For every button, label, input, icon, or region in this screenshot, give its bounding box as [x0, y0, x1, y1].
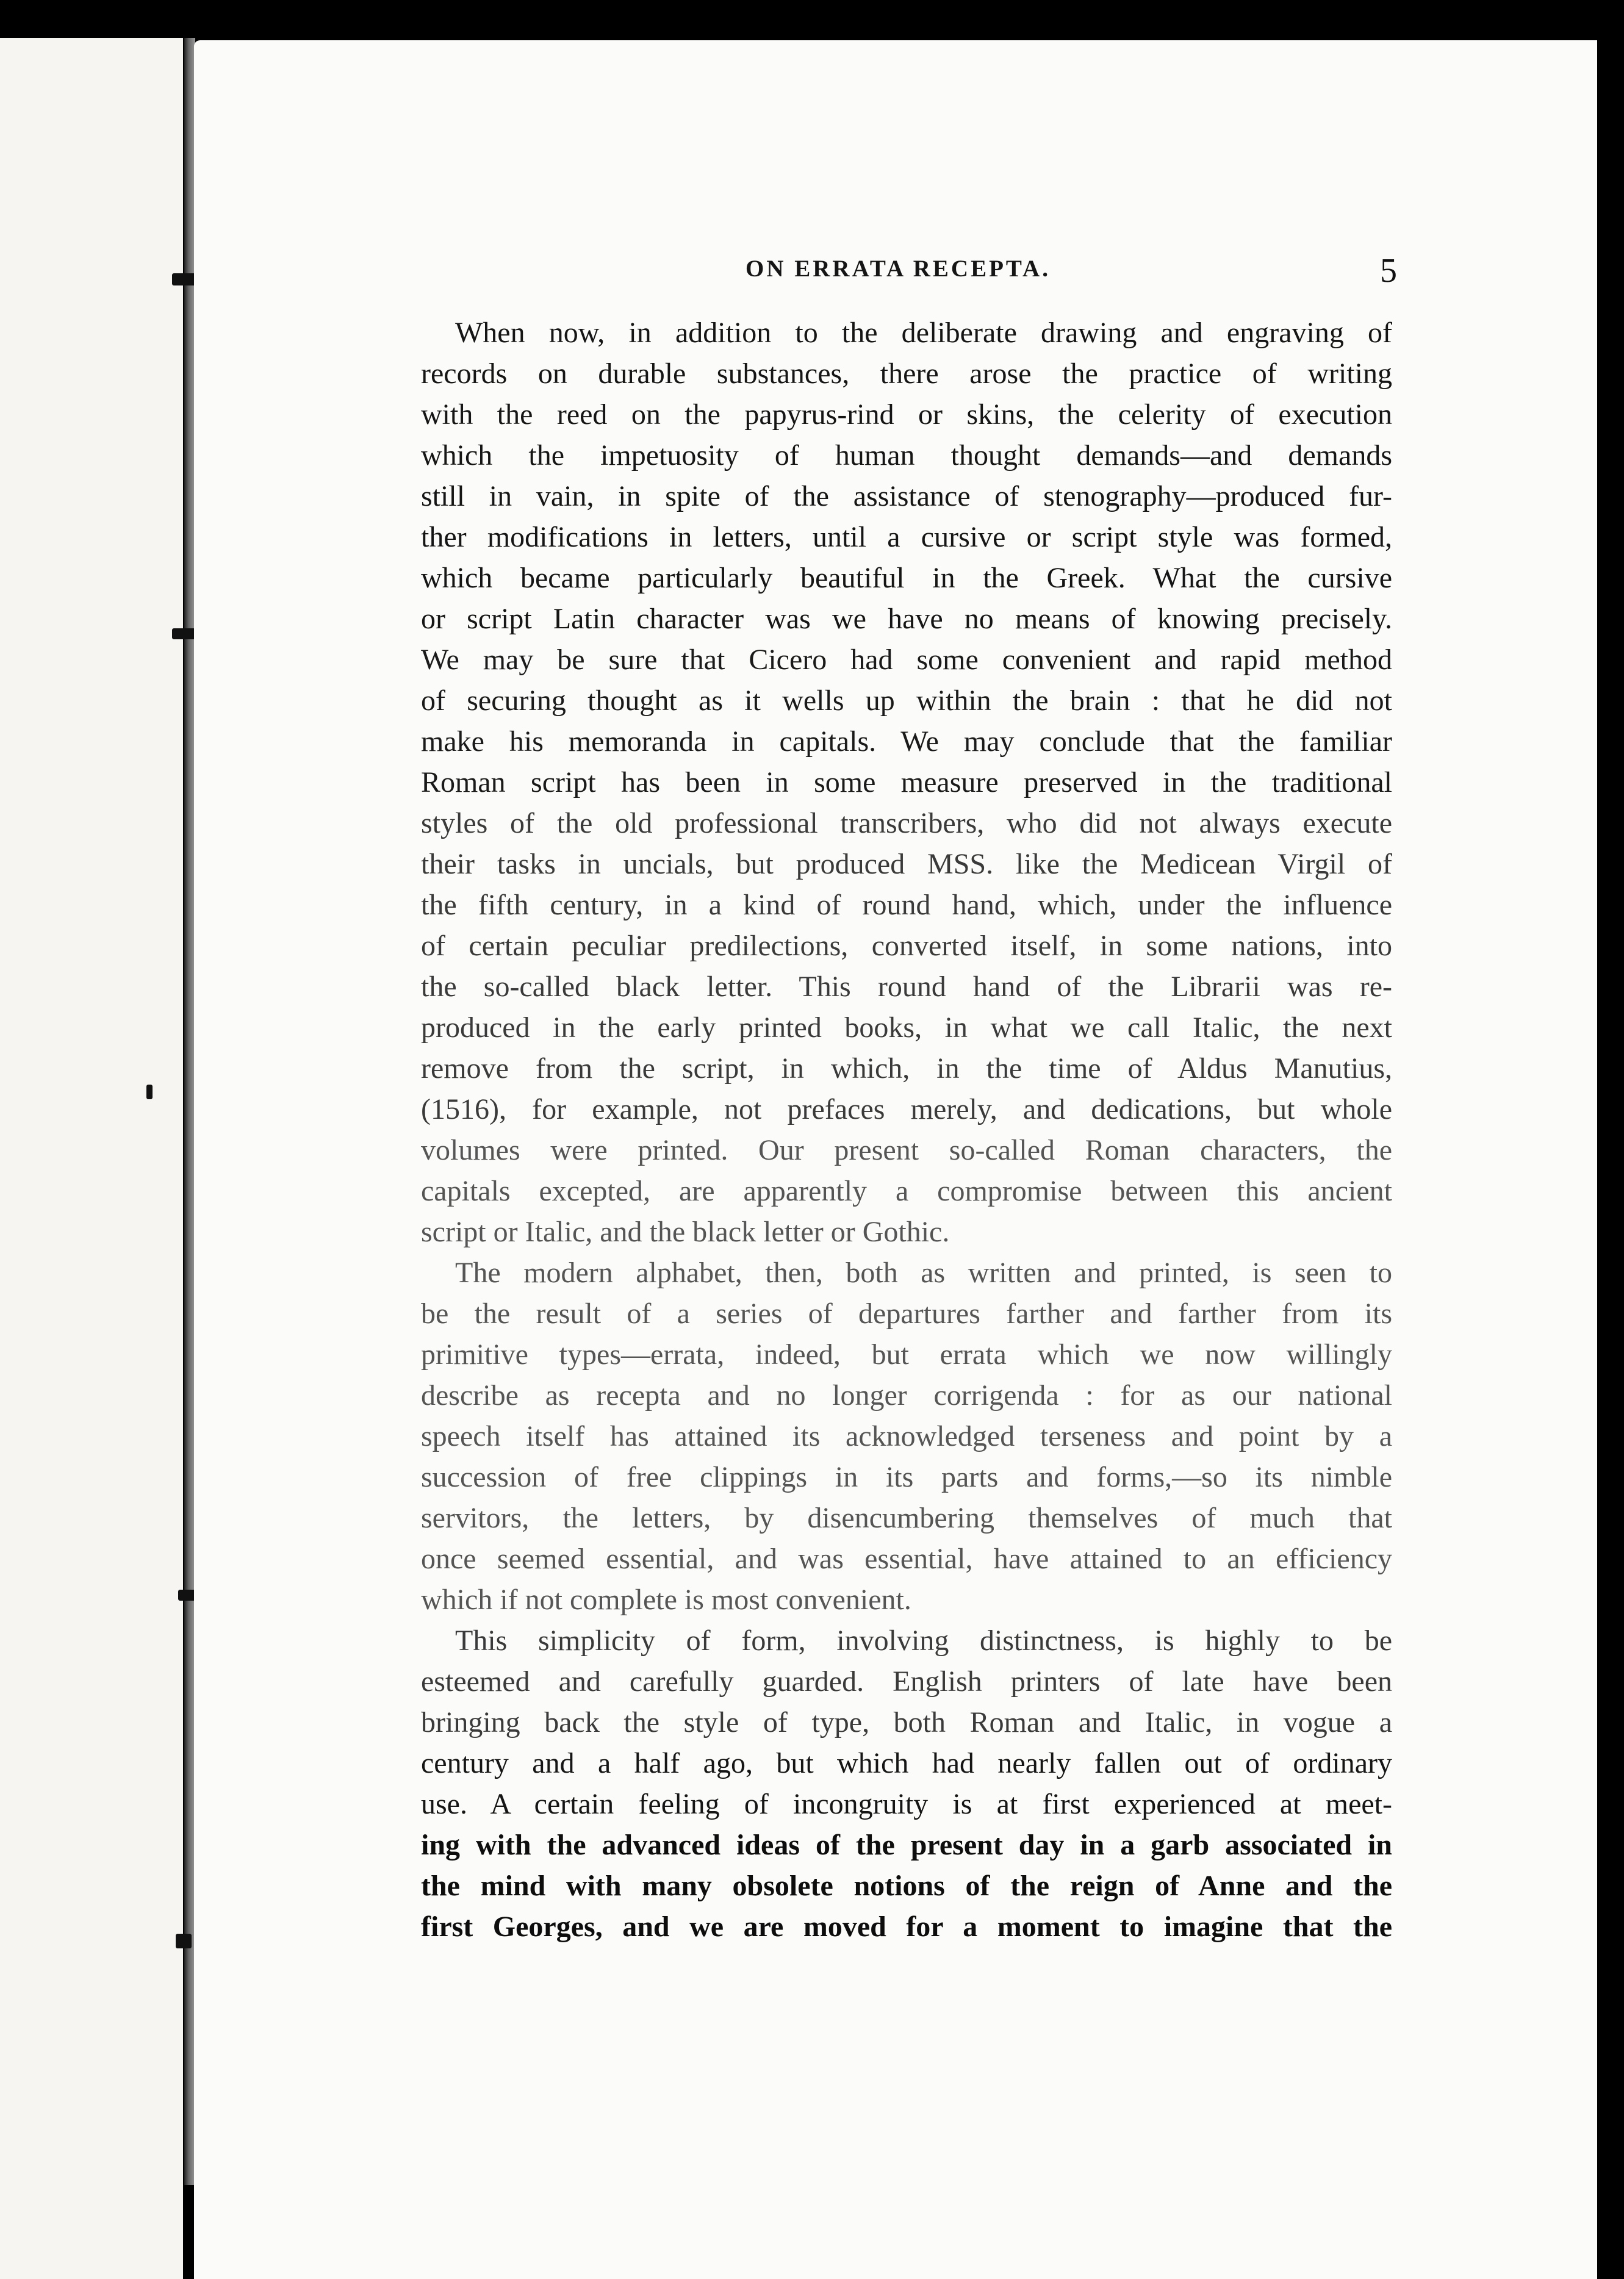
running-head: ON ERRATA RECEPTA.: [746, 256, 1051, 282]
scan-border: [1597, 0, 1624, 2279]
text-line: script or Italic, and the black letter or Gothic.: [421, 1216, 950, 1248]
text-line: ther modifications in letters, until a cursive or script style was formed,: [421, 521, 1392, 553]
gutter-mark: [146, 1085, 153, 1099]
facing-page-edge: [0, 38, 183, 2279]
text-line: which became particularly beautiful in the Greek. What the cursive: [421, 562, 1392, 594]
text-line: first Georges, and we are moved for a moment to imagine that the: [421, 1911, 1392, 1943]
text-line: styles of the old professional transcribers, who did not always execute: [421, 807, 1392, 839]
text-line: volumes were printed. Our present so-called Roman characters, the: [421, 1134, 1392, 1166]
text-line: once seemed essential, and was essential, have attained to an efficiency: [421, 1543, 1392, 1575]
text-line: Roman script has been in some measure preserved in the traditional: [421, 766, 1392, 799]
text-line: which if not complete is most convenient.: [421, 1584, 911, 1616]
text-line: produced in the early printed books, in what we call Italic, the next: [421, 1011, 1392, 1044]
text-line: When now, in addition to the deliberate drawing and engraving of: [455, 317, 1392, 349]
text-line: remove from the script, in which, in the time of Aldus Manutius,: [421, 1052, 1392, 1085]
text-line: The modern alphabet, then, both as written and printed, is seen to: [455, 1257, 1392, 1289]
text-line: be the result of a series of departures farther and farther from its: [421, 1297, 1392, 1330]
text-line: ing with the advanced ideas of the present day in a garb associated in: [421, 1829, 1392, 1861]
text-line: capitals excepted, are apparently a compromise between this ancient: [421, 1175, 1392, 1207]
text-line: the so-called black letter. This round hand of the Librarii was re-: [421, 971, 1392, 1003]
text-line: which the impetuosity of human thought demands—and demands: [421, 439, 1392, 472]
text-line: the fifth century, in a kind of round hand, which, under the influence: [421, 889, 1392, 921]
text-line: use. A certain feeling of incongruity is at first experienced at meet-: [421, 1788, 1392, 1820]
text-line: describe as recepta and no longer corrigenda : for as our national: [421, 1379, 1392, 1412]
gutter-mark: [176, 1934, 192, 1948]
text-line: or script Latin character was we have no means of knowing precisely.: [421, 603, 1392, 635]
body-text: [421, 312, 1392, 1947]
text-line: primitive types—errata, indeed, but errata which we now willingly: [421, 1338, 1392, 1371]
text-line: still in vain, in spite of the assistance of stenography—produced fur-: [421, 480, 1392, 512]
text-line: their tasks in uncials, but produced MSS. like the Medicean Virgil of: [421, 848, 1392, 880]
text-line: We may be sure that Cicero had some convenient and rapid method: [421, 644, 1392, 676]
text-line: of certain peculiar predilections, converted itself, in some nations, into: [421, 930, 1392, 962]
text-line: bringing back the style of type, both Roman and Italic, in vogue a: [421, 1706, 1392, 1739]
text-line: the mind with many obsolete notions of the reign of Anne and the: [421, 1870, 1392, 1902]
text-line: records on durable substances, there arose the practice of writing: [421, 357, 1392, 390]
text-line: with the reed on the papyrus-rind or skins, the celerity of execution: [421, 398, 1392, 431]
text-line: century and a half ago, but which had nearly fallen out of ordinary: [421, 1747, 1392, 1779]
text-line: make his memoranda in capitals. We may conclude that the familiar: [421, 725, 1392, 758]
text-line: servitors, the letters, by disencumbering themselves of much that: [421, 1502, 1392, 1534]
text-line: This simplicity of form, involving distinctness, is highly to be: [455, 1624, 1392, 1657]
page-number: 5: [1380, 252, 1397, 290]
text-line: esteemed and carefully guarded. English printers of late have been: [421, 1665, 1392, 1698]
text-line: (1516), for example, not prefaces merely, and dedications, but whole: [421, 1093, 1392, 1125]
text-line: succession of free clippings in its parts and forms,—so its nimble: [421, 1461, 1392, 1493]
text-line: speech itself has attained its acknowledged terseness and point by a: [421, 1420, 1392, 1452]
text-line: of securing thought as it wells up within the brain : that he did not: [421, 684, 1392, 717]
